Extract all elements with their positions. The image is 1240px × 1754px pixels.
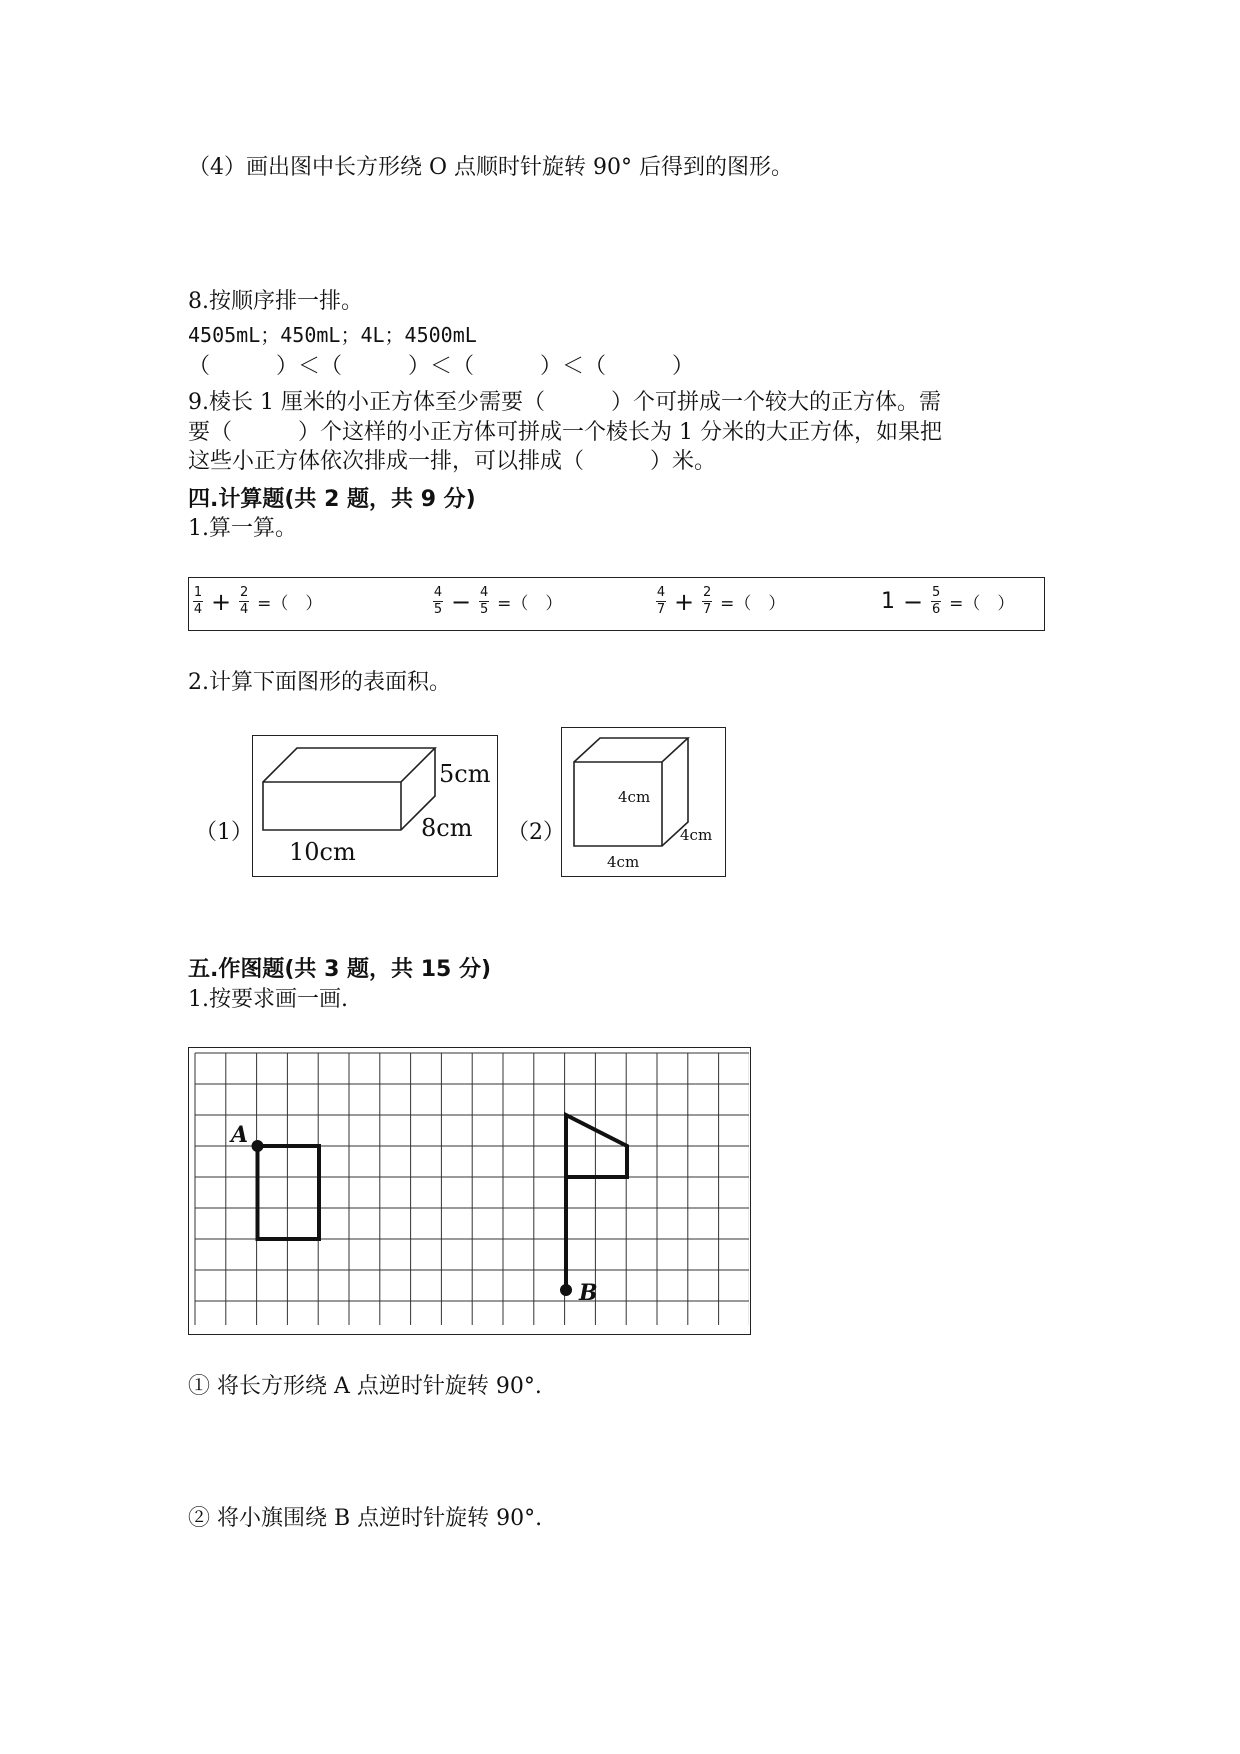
answer-blank: =（ ） <box>720 594 786 614</box>
fraction: $\frac{4}{5}$ <box>433 585 443 617</box>
q9-line2: 要（ ）个这样的小正方体可拼成一个棱长为 1 分米的大正方体，如果把 <box>188 420 942 445</box>
drawing-grid <box>189 1048 749 1333</box>
cube-height-label: 4cm <box>618 788 651 806</box>
fraction: $\frac{2}{4}$ <box>239 585 249 617</box>
operator: + <box>674 587 695 616</box>
fraction: $\frac{4}{7}$ <box>656 585 666 617</box>
calc-item-2 <box>433 586 562 617</box>
cube-width-label: 4cm <box>607 853 640 871</box>
calc-item-4 <box>881 586 1014 617</box>
calc-item-1 <box>193 586 322 617</box>
fraction: $\frac{2}{7}$ <box>702 585 712 617</box>
cube-depth-label: 4cm <box>680 826 713 844</box>
answer-blank: =（ ） <box>949 594 1015 614</box>
section5-title: 五.作图题(共 3 题，共 15 分) <box>188 957 492 982</box>
cube-figure <box>561 727 726 877</box>
section5-q1-title: 1.按要求画一画. <box>188 987 348 1012</box>
fraction: $\frac{5}{6}$ <box>931 585 941 617</box>
point-a-dot <box>252 1140 264 1152</box>
figure2-label: （2） <box>507 820 565 845</box>
operator: + <box>211 587 232 616</box>
flag-shape <box>566 1115 627 1290</box>
point-b-label: B <box>579 1280 598 1306</box>
figure1-label: （1） <box>195 820 253 845</box>
drawing-grid-frame <box>188 1047 751 1335</box>
section4-q1-title: 1.算一算。 <box>188 516 297 541</box>
answer-blank: =（ ） <box>257 594 323 614</box>
q8-items: 4505mL；450mL；4L；4500mL <box>188 323 477 347</box>
q9-line1: 9.棱长 1 厘米的小正方体至少需要（ ）个可拼成一个较大的正方体。需 <box>188 390 941 415</box>
fraction: $\frac{1}{4}$ <box>193 585 203 617</box>
answer-blank: =（ ） <box>497 594 563 614</box>
section4-q2-title: 2.计算下面图形的表面积。 <box>188 670 451 695</box>
cuboid-height-label: 5cm <box>439 760 491 788</box>
q8-blanks: （ ）＜（ ）＜（ ）＜（ ） <box>188 354 695 379</box>
q9-line3: 这些小正方体依次排成一排，可以排成（ ）米。 <box>188 449 717 474</box>
whole-number: 1 <box>881 589 895 614</box>
section5-sub1: ① 将长方形绕 A 点逆时针旋转 90°. <box>188 1374 542 1399</box>
cuboid-width-label: 8cm <box>421 814 473 842</box>
calc-item-3 <box>656 586 785 617</box>
operator: − <box>451 587 472 616</box>
section4-title: 四.计算题(共 2 题，共 9 分) <box>188 487 476 512</box>
q7-part4-text: （4）画出图中长方形绕 O 点顺时针旋转 90° 后得到的图形。 <box>188 155 794 180</box>
point-b-dot <box>560 1284 572 1296</box>
section5-sub2: ② 将小旗围绕 B 点逆时针旋转 90°. <box>188 1506 543 1531</box>
operator: − <box>903 587 924 616</box>
cuboid-length-label: 10cm <box>289 838 356 866</box>
grid-rectangle <box>258 1146 320 1239</box>
point-a-label: A <box>231 1122 249 1148</box>
cuboid-figure <box>252 735 498 877</box>
calc-box <box>188 577 1045 631</box>
fraction: $\frac{4}{5}$ <box>479 585 489 617</box>
q8-title: 8.按顺序排一排。 <box>188 289 363 314</box>
